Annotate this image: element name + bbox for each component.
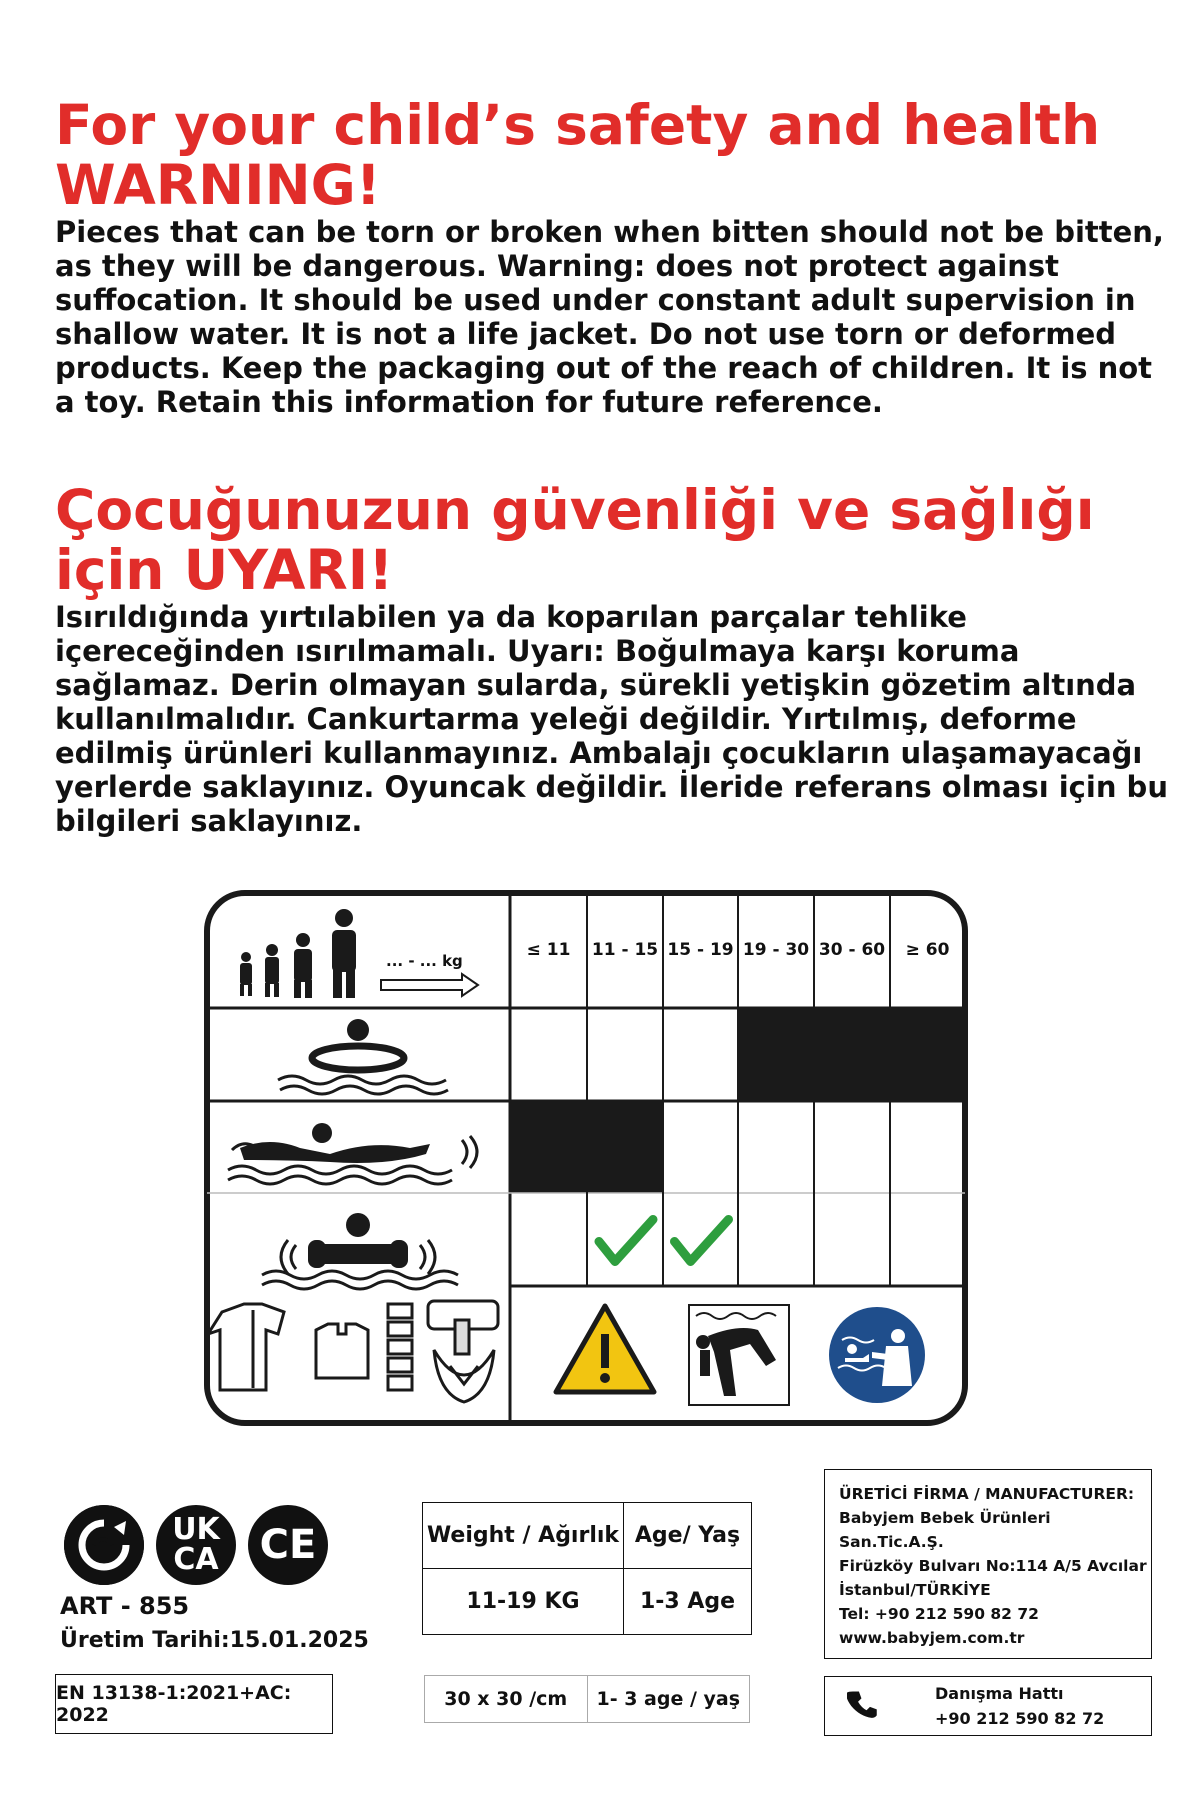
production-date: Üretim Tarihi:15.01.2025	[60, 1628, 369, 1653]
ce-logo	[248, 1505, 328, 1585]
filled-cell	[587, 1101, 663, 1193]
float-ring-icon	[278, 1019, 448, 1094]
ce-mark: CE	[259, 1522, 317, 1568]
kg-label: ... - ... kg	[386, 952, 463, 970]
manufacturer-phone: Tel: +90 212 590 82 72	[839, 1605, 1039, 1623]
weight-arrow-icon	[381, 974, 478, 996]
recycle-icon	[64, 1505, 144, 1585]
manufacturer-line: San.Tic.A.Ş.	[839, 1533, 944, 1551]
weight-column-label: 15 - 19	[667, 940, 734, 960]
weight-column-label: 30 - 60	[818, 940, 886, 960]
manufacturer-website: www.babyjem.com.tr	[839, 1629, 1025, 1647]
size-info-box	[424, 1675, 750, 1723]
swimming-icon	[228, 1123, 477, 1184]
product-types-icon	[208, 1301, 498, 1402]
table-row	[423, 1503, 752, 1569]
weight-header: Weight / Ağırlık	[423, 1503, 624, 1569]
filled-cell	[890, 1008, 965, 1101]
weight-column-label: 11 - 15	[591, 940, 659, 960]
standard-text: EN 13138-1:2021+AC: 2022	[56, 1682, 292, 1726]
adult-supervision-icon	[829, 1307, 925, 1403]
weight-column-label: 19 - 30	[742, 940, 810, 960]
title-en: For your child’s safety and health	[55, 93, 1101, 157]
warning-label-en: WARNING!	[55, 153, 381, 217]
title-tr: Çocuğunuzun güvenliği ve sağlığı	[55, 478, 1095, 542]
manufacturer-box	[824, 1469, 1152, 1659]
check-icon	[599, 1220, 653, 1262]
weight-column-label: ≤ 11	[526, 940, 571, 960]
warning-label-tr: için UYARI!	[55, 538, 394, 602]
warning-triangle-icon	[556, 1306, 654, 1392]
manufacturer-line: Firüzköy Bulvarı No:114 A/5 Avcılar	[839, 1557, 1147, 1575]
ukca-bottom: CA	[173, 1542, 219, 1577]
no-diving-icon	[689, 1305, 789, 1405]
ukca-logo	[156, 1505, 236, 1585]
warning-body-tr: Isırıldığında yırtılabilen ya da koparılan parçalar tehlike içereceğinden ısırılmamalı. Uyarı: Boğulmaya karşı koruma sağlamaz. Derin olmayan sularda, sürekli yetişkin gözetim altında kullanılmalıdır. Cankurtarma yeleği değildir. Yırtılmış, deforme edilmiş ürünleri kullanmayınız. Ambalajı çocukların ulaşamayacağı yerlerde saklayınız. Oyuncak değildir. İleride referans olması için bu bilgileri saklayınız.	[55, 600, 1168, 838]
check-icon	[675, 1220, 729, 1262]
dimensions-text: 30 x 30 /cm	[444, 1688, 568, 1710]
phone-icon	[847, 1689, 881, 1723]
standard-box	[55, 1674, 333, 1734]
art-number: ART - 855	[60, 1592, 190, 1620]
filled-cell	[510, 1101, 587, 1193]
manufacturer-line: Babyjem Bebek Ürünleri	[839, 1509, 1051, 1527]
size-age-text: 1- 3 age / yaş	[587, 1676, 750, 1722]
weight-value: 11-19 KG	[423, 1569, 624, 1635]
weight-age-table	[422, 1502, 752, 1635]
armbands-icon	[262, 1213, 458, 1289]
manufacturer-heading: ÜRETİCİ FİRMA / MANUFACTURER:	[839, 1485, 1135, 1503]
warning-body-en: Pieces that can be torn or broken when bitten should not be bitten, as they will be dangerous. Warning: does not protect against suffocation. It should be used under constant adult supervision in shallow water. It is not a life jacket. Do not use torn or deformed products. Keep the packaging out of the reach of children. It is not a toy. Retain this information for future reference.	[55, 215, 1164, 419]
hotline-label: Danışma Hattı	[935, 1684, 1064, 1703]
age-header: Age/ Yaş	[624, 1503, 752, 1569]
age-value: 1-3 Age	[624, 1569, 752, 1635]
hotline-box	[824, 1676, 1152, 1736]
hotline-number: +90 212 590 82 72	[935, 1709, 1105, 1728]
children-size-icon	[240, 909, 356, 998]
ukca-top: UK	[172, 1512, 220, 1547]
manufacturer-line: İstanbul/TÜRKİYE	[839, 1581, 991, 1599]
filled-cell	[814, 1008, 890, 1101]
weight-column-label: ≥ 60	[905, 940, 950, 960]
filled-cell	[738, 1008, 814, 1101]
table-row	[423, 1569, 752, 1635]
